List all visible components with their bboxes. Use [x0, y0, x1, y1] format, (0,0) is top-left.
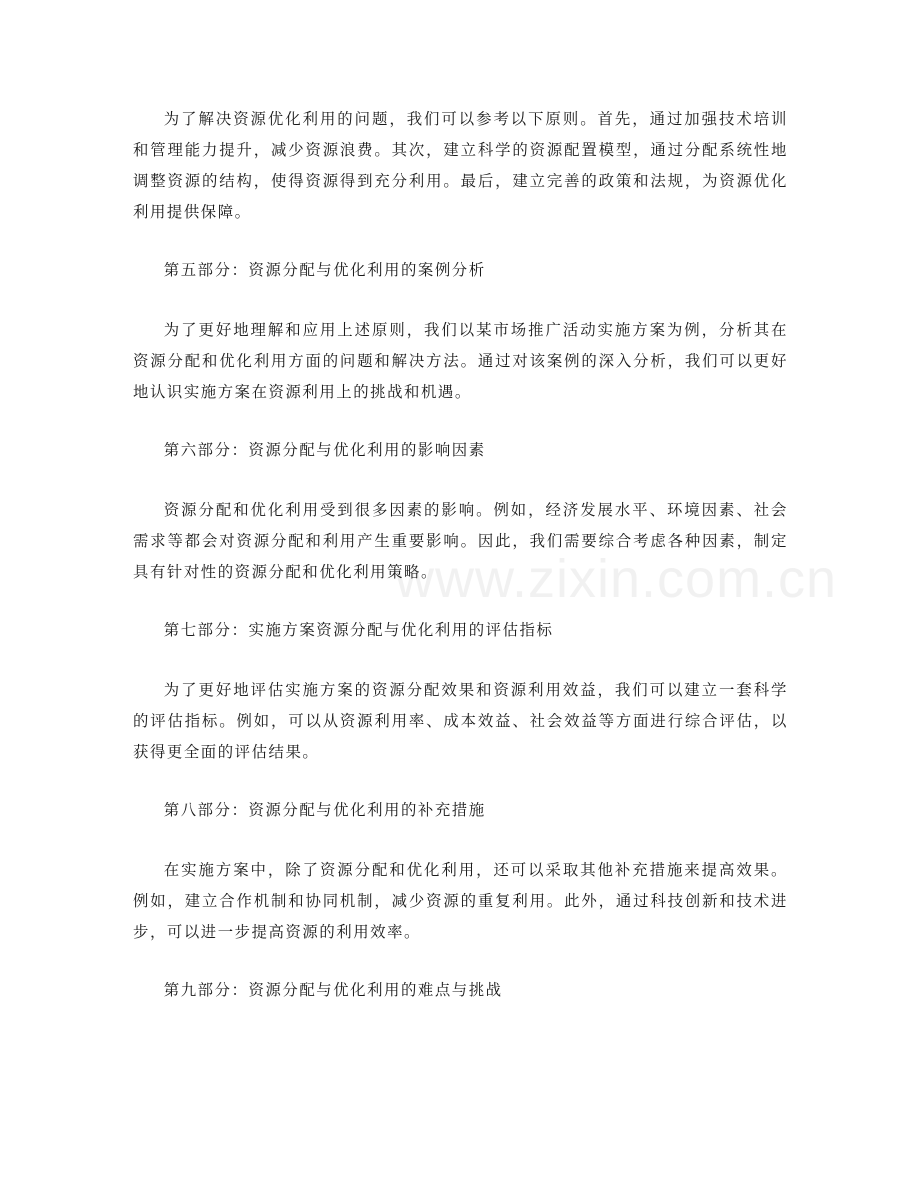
- watermark: www.zixin.com.cn: [395, 549, 838, 609]
- paragraph-measures: 在实施方案中，除了资源分配和优化利用，还可以采取其他补充措施来提高效果。例如，建立合作机制和协同机制，减少资源的重复利用。此外，通过科技创新和技术进步，可以进一步提高资源的利用效率。: [133, 861, 788, 941]
- section-heading-8: 第八部分：资源分配与优化利用的补充措施: [163, 801, 486, 819]
- paragraph-principles: 为了解决资源优化利用的问题，我们可以参考以下原则。首先，通过加强技术培训和管理能力提升，减少资源浪费。其次，建立科学的资源配置模型，通过分配系统性地调整资源的结构，使得资源得到充分利用。最后，建立完善的政策和法规，为资源优化利用提供保障。: [133, 110, 788, 221]
- paragraph-factors: 资源分配和优化利用受到很多因素的影响。例如，经济发展水平、环境因素、社会需求等都会对资源分配和利用产生重要影响。因此，我们需要综合考虑各种因素，制定具有针对性的资源分配和优化利用策略。: [133, 501, 788, 581]
- paragraph-case-study: 为了更好地理解和应用上述原则，我们以某市场推广活动实施方案为例，分析其在资源分配和优化利用方面的问题和解决方法。通过对该案例的深入分析，我们可以更好地认识实施方案在资源利用上的挑战和机遇。: [133, 321, 788, 401]
- section-heading-7: 第七部分：实施方案资源分配与优化利用的评估指标: [163, 621, 554, 639]
- document-body: [133, 104, 788, 1006]
- section-heading-9: 第九部分：资源分配与优化利用的难点与挑战: [163, 981, 503, 999]
- section-heading-5: 第五部分：资源分配与优化利用的案例分析: [163, 261, 486, 279]
- paragraph-evaluation: 为了更好地评估实施方案的资源分配效果和资源利用效益，我们可以建立一套科学的评估指标。例如，可以从资源利用率、成本效益、社会效益等方面进行综合评估，以获得更全面的评估结果。: [133, 681, 788, 761]
- section-heading-6: 第六部分：资源分配与优化利用的影响因素: [163, 441, 486, 459]
